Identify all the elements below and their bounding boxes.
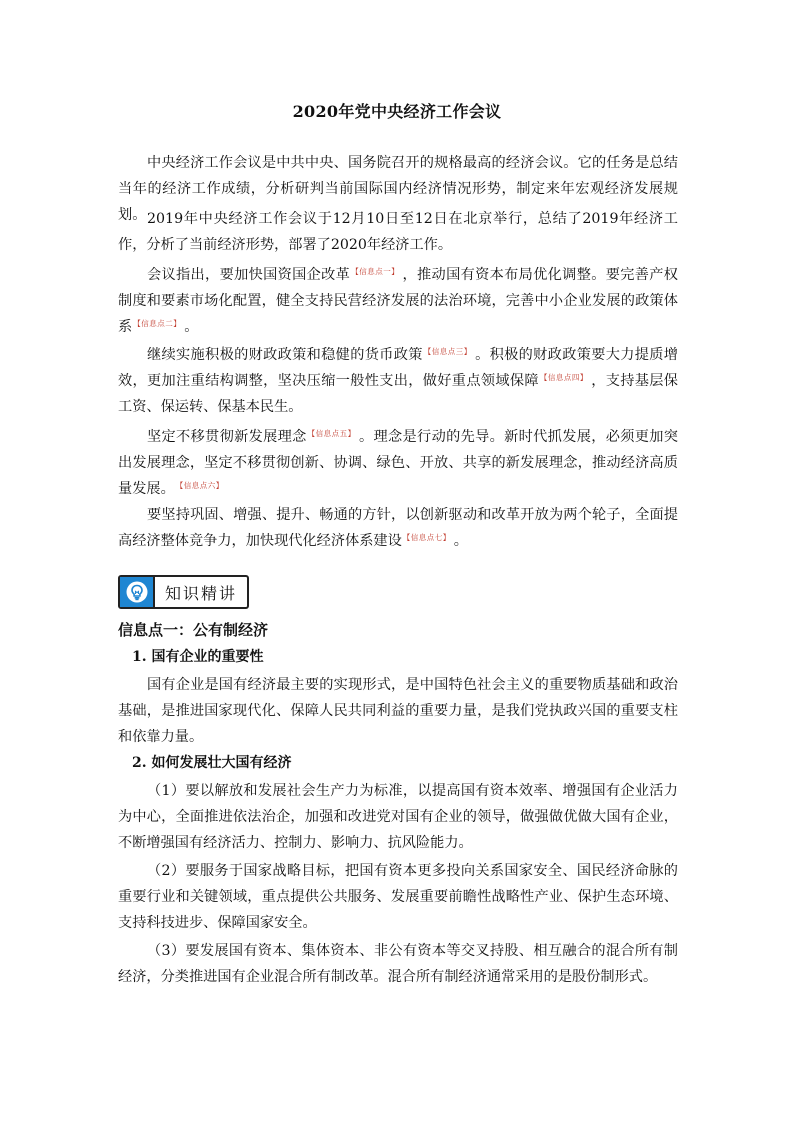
paragraph-text: ，推动国有资本布局优化调整。要完善产权制度和要素市场化配置，健全支持民营经济发展的法治环境，完善中小企业发展的政策体系 (118, 267, 678, 335)
subsection-heading-2: 2. 如何发展壮大国有经济 (132, 755, 292, 771)
paragraph-text: ，支持基层保工资、保运转、保基本民生。 (118, 373, 678, 415)
banner-label: 知识精讲 (164, 583, 237, 603)
intro-paragraph-1: 中央经济工作会议是中共中央、国务院召开的规格最高的经济会议。它的任务是总结当年的经济工作成绩，分析研判当前国际国内经济情况形势，制定来年宏观经济发展规划。 (118, 155, 678, 223)
intro-paragraph-2: 2019年中央经济工作会议于12月10日至12日在北京举行，总结了2019年经济工作，分析了当前经济形势，部署了2020年经济工作。 (118, 211, 678, 253)
knowledge-section-banner (118, 575, 249, 609)
subsection-heading-1: 1. 国有企业的重要性 (132, 649, 264, 665)
section-heading: 信息点一：公有制经济 (118, 621, 269, 639)
list-item-3: （3）要发展国有资本、集体资本、非公有资本等交叉持股、相互融合的混合所有制经济，分类推进国有企业混合所有制改革。混合所有制经济通常采用的是股份制形式。 (118, 943, 678, 985)
info-point-tag-2: 【信息点二】 (133, 319, 182, 328)
paragraph-text: 要坚持巩固、增强、提升、畅通的方针，以创新驱动和改革开放为两个轮子，全面提高经济整体竞争力，加快现代化经济体系建设 (118, 507, 678, 549)
paragraph-policy (118, 342, 678, 420)
list-item-1: （1）要以解放和发展社会生产力为标准，以提高国有资本效率、增强国有企业活力为中心，全面推进依法治企，加强和改进党对国有企业的领导，做强做优做大国有企业，不断增强国有经济活力、控制力、影响力、抗风险能力。 (118, 783, 678, 851)
paragraph-text: 。积极的财政政策要大力提质增效，更加注重结构调整，坚决压缩一般性支出，做好重点领域保障 (118, 347, 678, 389)
info-point-tag-3: 【信息点三】 (423, 347, 472, 356)
paragraph-text: 坚定不移贯彻新发展理念 (147, 429, 307, 445)
paragraph-text: 。 (453, 533, 468, 549)
info-point-tag-6: 【信息点六】 (175, 481, 224, 490)
paragraph-development (118, 424, 678, 502)
paragraph-economy (118, 502, 678, 554)
lightbulb-icon (120, 577, 155, 607)
info-point-tag-7: 【信息点七】 (402, 533, 451, 542)
paragraph-text: 。理念是行动的先导。新时代抓发展，必须更加突出发展理念，坚定不移贯彻创新、协调、绿色、开放、共享的新发展理念，推动经济高质量发展。 (118, 429, 678, 497)
document-title: 2020年党中央经济工作会议 (292, 102, 502, 121)
info-point-tag-1: 【信息点一】 (351, 267, 400, 276)
paragraph-reform (118, 262, 678, 340)
paragraph-text: 继续实施积极的财政政策和稳健的货币政策 (147, 347, 423, 363)
info-point-tag-4: 【信息点四】 (539, 373, 588, 382)
paragraph-text: 会议指出，要加快国资国企改革 (147, 267, 351, 283)
list-item-2: （2）要服务于国家战略目标，把国有资本更多投向关系国家安全、国民经济命脉的重要行业和关键领域，重点提供公共服务、发展重要前瞻性战略性产业、保护生态环境、支持科技进步、保障国家安全。 (118, 863, 678, 931)
paragraph-text: 。 (184, 319, 199, 335)
subsection-1-paragraph: 国有企业是国有经济最主要的实现形式，是中国特色社会主义的重要物质基础和政治基础，是推进国家现代化、保障人民共同利益的重要力量，是我们党执政兴国的重要支柱和依靠力量。 (118, 677, 678, 745)
info-point-tag-5: 【信息点五】 (307, 429, 356, 438)
